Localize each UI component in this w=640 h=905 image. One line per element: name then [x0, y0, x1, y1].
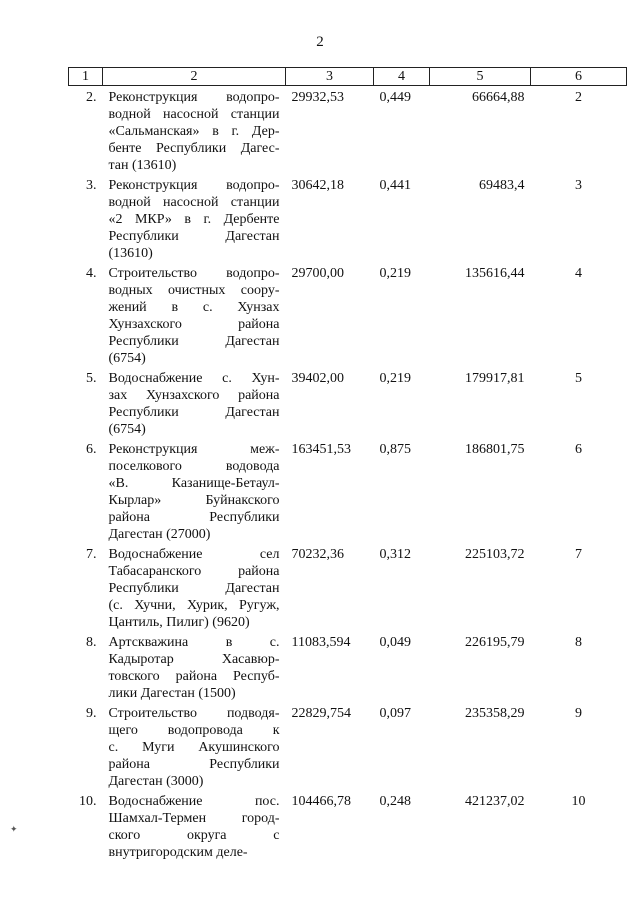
cell-col5: 186801,75: [465, 442, 525, 457]
description-line: тан (13610): [108, 158, 177, 173]
table-row: [69, 174, 627, 262]
description-line: Строительство водопро-: [108, 266, 280, 281]
column-header: 6: [531, 68, 627, 86]
description-line: Дагестан (27000): [108, 527, 211, 542]
cell-col4: 0,049: [379, 635, 411, 650]
description-line: района Республики: [108, 510, 280, 525]
description-line: «Сальманская» в г. Дер-: [108, 124, 280, 139]
cell-col3: 39402,00: [291, 371, 344, 386]
description-line: Кадыротар Хасавюр-: [108, 652, 280, 667]
row-number: 4.: [86, 266, 97, 281]
cell-col5: 421237,02: [465, 794, 525, 809]
row-number: 6.: [86, 442, 97, 457]
description-line: «В. Казанище-Бетаул-: [108, 476, 280, 491]
table-row: [69, 631, 627, 702]
description-line: товского района Респуб-: [108, 669, 280, 684]
cell-col4: 0,248: [379, 794, 411, 809]
cell-col5: 69483,4: [479, 178, 525, 193]
description-line: Строительство подводя-: [108, 706, 280, 721]
row-number: 9.: [86, 706, 97, 721]
row-description: [103, 174, 286, 262]
table-row: [69, 367, 627, 438]
cell-col4: 0,875: [379, 442, 411, 457]
description-line: Водоснабжение пос.: [108, 794, 280, 809]
table-row: [69, 262, 627, 367]
description-line: зах Хунзахского района: [108, 388, 280, 403]
cell-col6: 9: [575, 706, 582, 721]
cell-col4: 0,219: [379, 371, 411, 386]
cell-col3: 11083,594: [291, 635, 351, 650]
cell-col4: 0,449: [379, 90, 411, 105]
column-header: 1: [69, 68, 103, 86]
cell-col6: 3: [575, 178, 582, 193]
cell-col3: 163451,53: [291, 442, 351, 457]
cell-col6: 6: [575, 442, 582, 457]
description-line: Хунзахского района: [108, 317, 280, 332]
description-line: Цантиль, Пилиг) (9620): [108, 615, 250, 630]
row-number: 8.: [86, 635, 97, 650]
description-line: водной насосной станции: [108, 107, 280, 122]
cell-col6: 2: [575, 90, 582, 105]
cell-col5: 225103,72: [465, 547, 525, 562]
column-header: 3: [286, 68, 374, 86]
cell-col4: 0,441: [379, 178, 411, 193]
description-line: лики Дагестан (1500): [108, 686, 236, 701]
cell-col3: 29932,53: [291, 90, 344, 105]
row-number: 2.: [86, 90, 97, 105]
description-line: бенте Республики Дагес-: [108, 141, 280, 156]
description-line: водных очистных соору-: [108, 283, 280, 298]
data-table: [68, 67, 627, 861]
row-number: 7.: [86, 547, 97, 562]
description-line: Реконструкция водопро-: [108, 90, 280, 105]
description-line: Республики Дагестан: [108, 229, 280, 244]
description-line: жений в с. Хунзах: [108, 300, 280, 315]
description-line: поселкового водовода: [108, 459, 280, 474]
cell-col6: 5: [575, 371, 582, 386]
cell-col5: 135616,44: [465, 266, 525, 281]
cell-col5: 179917,81: [465, 371, 525, 386]
cell-col3: 29700,00: [291, 266, 344, 281]
cell-col5: 226195,79: [465, 635, 525, 650]
row-description: [103, 543, 286, 631]
description-line: Водоснабжение с. Хун-: [108, 371, 280, 386]
cell-col6: 8: [575, 635, 582, 650]
scan-mark-icon: ✦: [10, 825, 18, 835]
description-line: водной насосной станции: [108, 195, 280, 210]
description-line: Республики Дагестан: [108, 405, 280, 420]
description-line: внутригородским деле-: [108, 845, 248, 860]
page-number: 2: [316, 34, 324, 50]
cell-col4: 0,097: [379, 706, 411, 721]
description-line: щего водопровода к: [108, 723, 280, 738]
description-line: Реконструкция меж-: [108, 442, 280, 457]
row-description: [103, 702, 286, 790]
table-row: [69, 543, 627, 631]
description-line: Республики Дагестан: [108, 334, 280, 349]
description-line: Реконструкция водопро-: [108, 178, 280, 193]
description-line: Республики Дагестан: [108, 581, 280, 596]
row-description: [103, 262, 286, 367]
description-line: (6754): [108, 422, 146, 437]
table-row: [69, 790, 627, 861]
column-header: 2: [103, 68, 286, 86]
description-line: Табасаранского района: [108, 564, 280, 579]
description-line: с. Муги Акушинского: [108, 740, 280, 755]
description-line: (с. Хучни, Хурик, Ругуж,: [108, 598, 280, 613]
row-number: 3.: [86, 178, 97, 193]
description-line: «2 МКР» в г. Дербенте: [108, 212, 280, 227]
cell-col3: 22829,754: [291, 706, 351, 721]
cell-col4: 0,219: [379, 266, 411, 281]
row-description: [103, 631, 286, 702]
table-row: [69, 438, 627, 543]
row-number: 10.: [79, 794, 97, 809]
description-line: Водоснабжение сел: [108, 547, 280, 562]
row-description: [103, 367, 286, 438]
cell-col5: 66664,88: [472, 90, 525, 105]
column-header: 5: [430, 68, 531, 86]
cell-col4: 0,312: [379, 547, 411, 562]
table-header-row: [69, 68, 627, 86]
table-row: [69, 86, 627, 175]
description-line: Дагестан (3000): [108, 774, 204, 789]
column-header: 4: [374, 68, 430, 86]
cell-col3: 30642,18: [291, 178, 344, 193]
row-description: [103, 790, 286, 861]
description-line: (6754): [108, 351, 146, 366]
description-line: (13610): [108, 246, 153, 261]
table-body: [69, 86, 627, 862]
cell-col3: 104466,78: [291, 794, 351, 809]
cell-col6: 7: [575, 547, 582, 562]
cell-col6: 10: [571, 794, 586, 809]
description-line: Артскважина в с.: [108, 635, 280, 650]
row-description: [103, 438, 286, 543]
cell-col6: 4: [575, 266, 582, 281]
cell-col3: 70232,36: [291, 547, 344, 562]
description-line: Кырлар» Буйнакского: [108, 493, 280, 508]
description-line: района Республики: [108, 757, 280, 772]
cell-col5: 235358,29: [465, 706, 525, 721]
table-row: [69, 702, 627, 790]
description-line: Шамхал-Термен город-: [108, 811, 280, 826]
row-number: 5.: [86, 371, 97, 386]
row-description: [103, 86, 286, 175]
description-line: ского округа с: [108, 828, 280, 843]
